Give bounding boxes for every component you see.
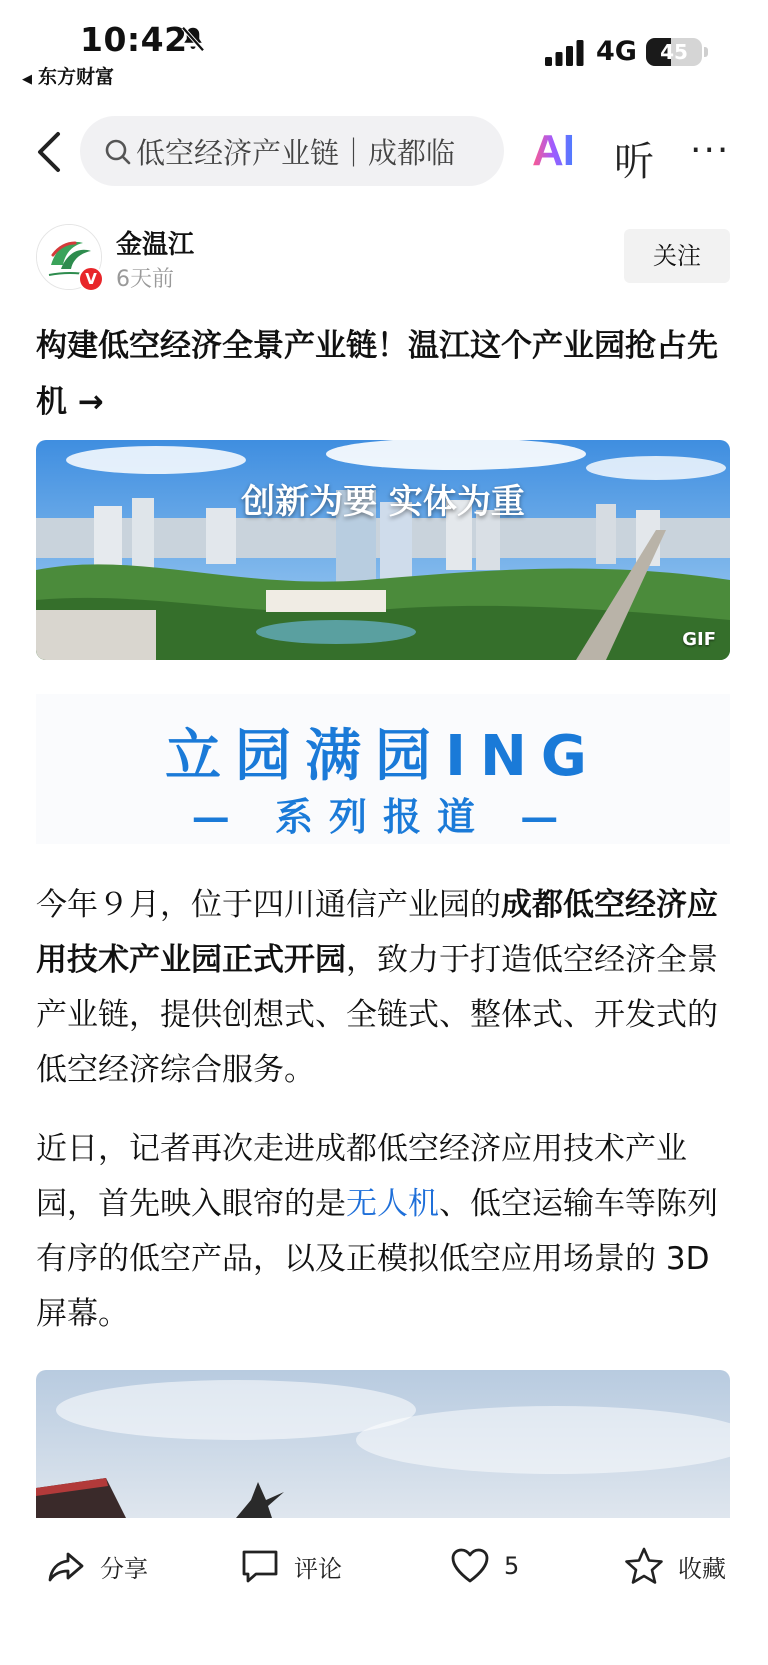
p1-text-c: ，致力于打造低空经济全景产业链，提供创想式、全链式、整体式、开发式的低空经济综合服务。 (36, 942, 718, 1088)
share-label: 分享 (100, 1554, 148, 1583)
battery-indicator (646, 38, 702, 66)
top-nav-bar (0, 110, 768, 190)
heart-icon (450, 1546, 490, 1586)
author-name[interactable]: 金温江 (116, 230, 195, 260)
like-count: 5 (504, 1552, 520, 1580)
favorite-label: 收藏 (678, 1554, 726, 1583)
network-type: 4G (596, 36, 637, 67)
hero-caption: 创新为要 实体为重 (241, 482, 525, 522)
paragraph-2 (36, 1122, 736, 1342)
bell-muted-icon (178, 24, 208, 54)
cityscape-aerial-image (36, 440, 730, 660)
search-icon (104, 138, 132, 166)
drone-link[interactable]: 无人机 (346, 1186, 439, 1222)
post-time: 6天前 (116, 267, 174, 292)
back-arrow-icon[interactable] (28, 128, 68, 176)
battery-percent: 45 (660, 40, 688, 64)
paragraph-1 (36, 878, 736, 1098)
status-time: 10:42 (80, 20, 188, 59)
comment-button[interactable] (240, 1544, 342, 1588)
banner-title: 立园满园ING (165, 724, 601, 789)
verified-badge: V (78, 266, 104, 292)
search-query-text: 低空经济产业链｜成都临 (136, 136, 456, 170)
follow-button[interactable]: 关注 (624, 229, 730, 283)
share-icon (46, 1546, 86, 1586)
battery-cap (704, 47, 708, 57)
sky-drone-image (36, 1370, 730, 1518)
like-button[interactable] (450, 1544, 519, 1588)
favorite-button[interactable] (624, 1544, 726, 1588)
status-bar (0, 0, 768, 90)
gif-badge: GIF (682, 629, 716, 650)
comment-icon (240, 1546, 280, 1586)
back-to-app-link[interactable] (22, 62, 114, 89)
more-options-button[interactable]: ··· (690, 130, 731, 171)
bottom-action-bar (0, 1518, 768, 1665)
article-image-2[interactable] (36, 1370, 730, 1518)
cellular-signal-icon (545, 40, 585, 66)
share-button[interactable] (46, 1544, 148, 1588)
comment-label: 评论 (294, 1554, 342, 1583)
p1-text-a: 今年９月，位于四川通信产业园的 (36, 887, 501, 923)
ai-button[interactable]: AI (532, 126, 574, 175)
search-bar[interactable] (80, 116, 504, 186)
p2-text-b: 、低空运输车等陈列有序的低空产品，以及正模拟低空应用场景的 3D 屏幕。 (36, 1186, 718, 1332)
banner-subtitle: — 系列报道 — (191, 794, 575, 839)
series-banner (36, 694, 730, 844)
hero-image[interactable] (36, 440, 730, 660)
p1-text-bold: 成都低空经济应用技术产业园正式开园 (36, 887, 718, 978)
back-triangle-icon: ◀ (22, 72, 32, 87)
article-title: 构建低空经济全景产业链！温江这个产业园抢占先机 → (36, 328, 718, 420)
listen-button[interactable]: 听 (614, 139, 654, 185)
back-app-label: 东方财富 (38, 66, 115, 88)
p2-text-a: 近日，记者再次走进成都低空经济应用技术产业园，首先映入眼帘的是 (36, 1131, 687, 1222)
star-icon (624, 1546, 664, 1586)
